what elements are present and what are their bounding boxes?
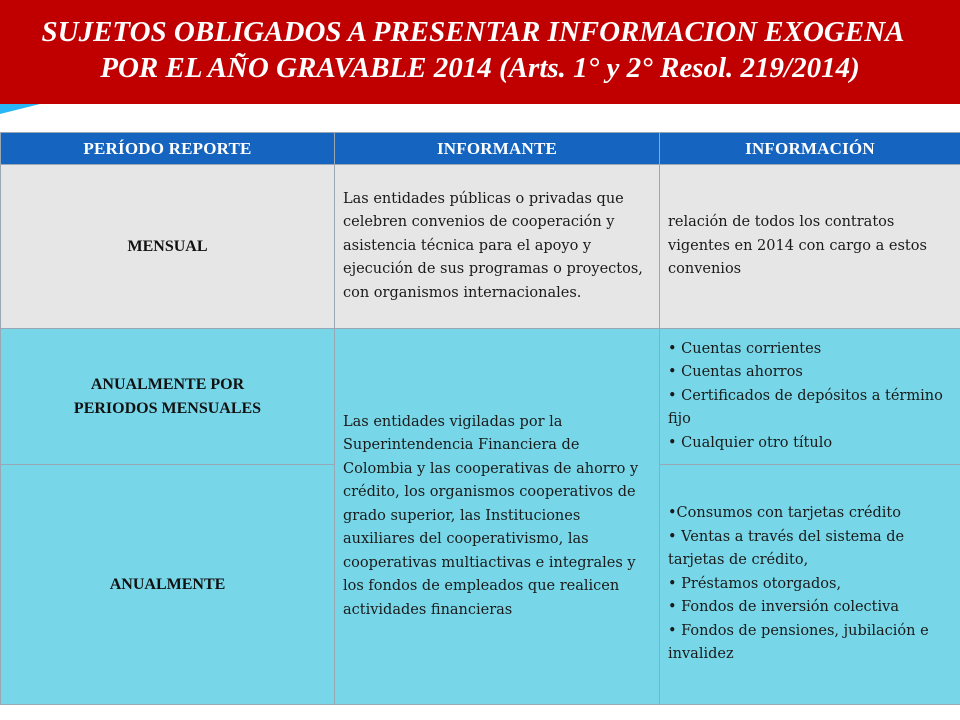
header-informacion: INFORMACIÓN	[660, 133, 960, 165]
decorative-swoosh	[0, 104, 960, 132]
list-item: • Cuentas ahorros	[668, 364, 803, 381]
period-mensual: MENSUAL	[1, 165, 335, 329]
header-informante: INFORMANTE	[335, 133, 660, 165]
header-periodo: PERÍODO REPORTE	[1, 133, 335, 165]
list-item: • Préstamos otorgados,	[668, 575, 842, 592]
period-anual-mensual-line1: ANUALMENTE POR	[90, 375, 245, 393]
table-row-anual-mensual	[1, 329, 960, 465]
list-item: • Cuentas corrientes	[668, 340, 822, 357]
period-anual: ANUALMENTE	[1, 465, 335, 705]
decorative-accent	[0, 104, 960, 132]
period-anual-mensual	[1, 329, 335, 465]
list-item: • Fondos de pensiones, jubilación e invalidez	[668, 622, 929, 663]
bullet-list-anual	[668, 502, 954, 667]
table-row-mensual	[1, 165, 960, 329]
bullet-list-anual-mensual	[668, 338, 954, 456]
informante-financieras: Las entidades vigiladas por la Superintendencia Financiera de Colombia y las cooperativas de ahorro y crédito, los organismos cooperativos de grado superior, las Instituciones auxiliares del cooperativismo, las cooperativas multiactivas e integrales y los fondos de empleados que realicen actividades financieras	[335, 329, 660, 705]
list-item: • Fondos de inversión colectiva	[668, 599, 899, 616]
list-item: • Cualquier otro título	[668, 434, 833, 451]
informante-mensual: Las entidades públicas o privadas que celebren convenios de cooperación y asistencia técnica para el apoyo y ejecución de sus programas o proyectos, con organismos internacionales.	[335, 165, 660, 329]
list-item: • Ventas a través del sistema de tarjetas de crédito,	[668, 528, 905, 569]
informacion-anual-mensual	[660, 329, 960, 465]
title-banner	[0, 0, 960, 104]
table-header-row	[1, 133, 960, 165]
period-anual-mensual-line2: PERIODOS MENSUALES	[73, 399, 262, 417]
list-item: •Consumos con tarjetas crédito	[668, 505, 901, 522]
title-line-2: POR EL AÑO GRAVABLE 2014 (Arts. 1° y 2° Resol. 219/2014)	[100, 52, 860, 84]
informacion-mensual: relación de todos los contratos vigentes en 2014 con cargo a estos convenios	[660, 165, 960, 329]
list-item: • Certificados de depósitos a término fijo	[668, 387, 943, 428]
title-line-1: SUJETOS OBLIGADOS A PRESENTAR INFORMACION EXOGENA	[41, 16, 905, 48]
informacion-anual	[660, 465, 960, 705]
obligations-table	[0, 132, 960, 705]
